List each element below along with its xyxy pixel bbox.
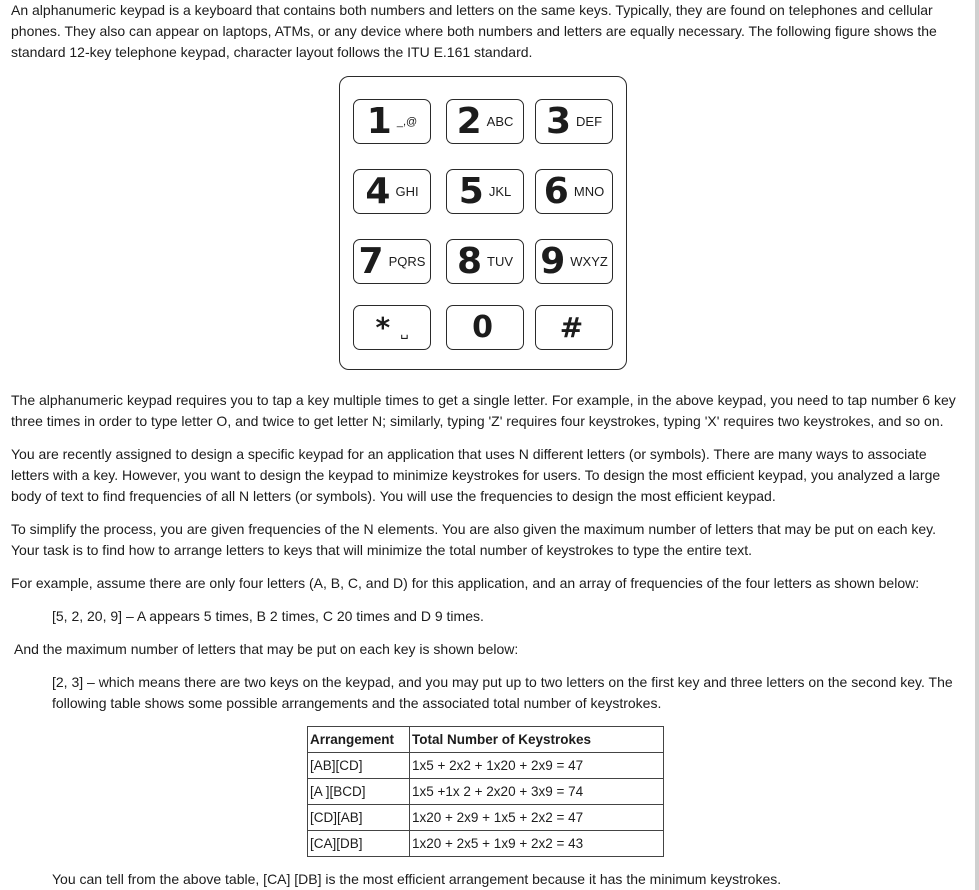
arrangement-cell: [CA][DB]	[308, 831, 410, 857]
arrangement-cell: [CD][AB]	[308, 805, 410, 831]
key-number: 2	[456, 100, 482, 142]
key-star	[353, 305, 431, 350]
key-letters: MNO	[573, 184, 605, 199]
keystrokes-cell: 1x20 + 2x9 + 1x5 + 2x2 = 47	[410, 805, 664, 831]
key-letters: WXYZ	[570, 254, 608, 269]
max-letters-paragraph: And the maximum number of letters that may be put on each key is shown below:	[14, 641, 519, 657]
table-header-row	[308, 727, 664, 753]
key-number: 4	[365, 170, 391, 212]
key-number: *	[375, 310, 391, 344]
key-letters: TUV	[487, 254, 514, 269]
key-0	[446, 305, 524, 350]
key-letters: DEF	[576, 114, 603, 129]
arrangement-cell: [A ][BCD]	[308, 779, 410, 805]
keystrokes-cell: 1x20 + 2x5 + 1x9 + 2x2 = 43	[410, 831, 664, 857]
key-number: 9	[540, 240, 566, 282]
frequency-line: [5, 2, 20, 9] – A appears 5 times, B 2 times, C 20 times and D 9 times.	[52, 608, 484, 624]
key-letters: PQRS	[388, 254, 426, 269]
column-header: Total Number of Keystrokes	[410, 727, 664, 753]
key-number: 7	[358, 240, 384, 282]
table-row	[308, 779, 664, 805]
key-9	[535, 239, 613, 284]
keystrokes-cell: 1x5 +1x 2 + 2x20 + 3x9 = 74	[410, 779, 664, 805]
scrollbar[interactable]	[975, 0, 979, 890]
key-5	[446, 169, 524, 214]
column-header: Arrangement	[308, 727, 410, 753]
key-hash	[535, 305, 613, 350]
space-icon: ␣	[400, 323, 409, 339]
key-3	[535, 99, 613, 144]
table-row	[308, 805, 664, 831]
key-8	[446, 239, 524, 284]
key-number: 8	[456, 240, 483, 282]
max-letters-line: [2, 3] – which means there are two keys on the keypad, and you may put up to two letters on the first key and three letters on the second key. The following table shows some possible arrangements and the associated total number of keystrokes.	[52, 674, 953, 711]
key-number: #	[559, 310, 584, 344]
key-number: 3	[545, 100, 572, 142]
arrangement-table	[307, 726, 664, 857]
key-number: 1	[366, 100, 392, 142]
key-2	[446, 99, 524, 144]
key-letters: JKL	[488, 184, 512, 199]
intro-paragraph: An alphanumeric keypad is a keyboard that contains both numbers and letters on the same keys. Typically, they are found on telephones and cellular phones. They also can appear on laptops, ATMs, or any device where both numbers and letters are equally necessary. The following figure shows the standard 12-key telephone keypad, character layout follows the ITU E.161 standard.	[11, 2, 937, 60]
keystrokes-cell: 1x5 + 2x2 + 1x20 + 2x9 = 47	[410, 753, 664, 779]
key-number: 5	[458, 170, 484, 212]
example-paragraph: For example, assume there are only four letters (A, B, C, and D) for this application, and an array of frequencies of the four letters as shown below:	[11, 575, 920, 591]
arrangement-cell: [AB][CD]	[308, 753, 410, 779]
key-letters: _,@	[396, 115, 418, 128]
table-row	[308, 831, 664, 857]
key-1	[353, 99, 431, 144]
key-7	[353, 239, 431, 284]
key-number: 6	[543, 170, 569, 212]
simplify-paragraph: To simplify the process, you are given frequencies of the N elements. You are also given the maximum number of letters that may be put on each key. Your task is to find how to arrange letters to keys that will minimize the total number of keystrokes to type the entire text.	[11, 521, 937, 558]
multitap-paragraph: The alphanumeric keypad requires you to tap a key multiple times to get a single letter. For example, in the above keypad, you need to tap number 6 key three times in order to type letter O, and twice to get letter N; similarly, typing 'Z' requires four keystrokes, typing 'X' requires two keystrokes, and so on.	[11, 392, 956, 429]
conclusion-paragraph: You can tell from the above table, [CA] [DB] is the most efficient arrangement because it has the minimum keystrokes.	[52, 871, 782, 887]
key-letters: GHI	[395, 184, 419, 199]
key-letters: ABC	[486, 114, 514, 129]
key-6	[535, 169, 613, 214]
key-4	[353, 169, 431, 214]
key-number: 0	[472, 309, 493, 345]
task-paragraph: You are recently assigned to design a specific keypad for an application that uses N different letters (or symbols). There are many ways to associate letters with a key. However, you want to design the keypad to minimize keystrokes for users. To design the most efficient keypad, you analyzed a large body of text to find frequencies of all N letters (or symbols). You will use the frequencies to design the most efficient keypad.	[11, 446, 941, 504]
table-row	[308, 753, 664, 779]
